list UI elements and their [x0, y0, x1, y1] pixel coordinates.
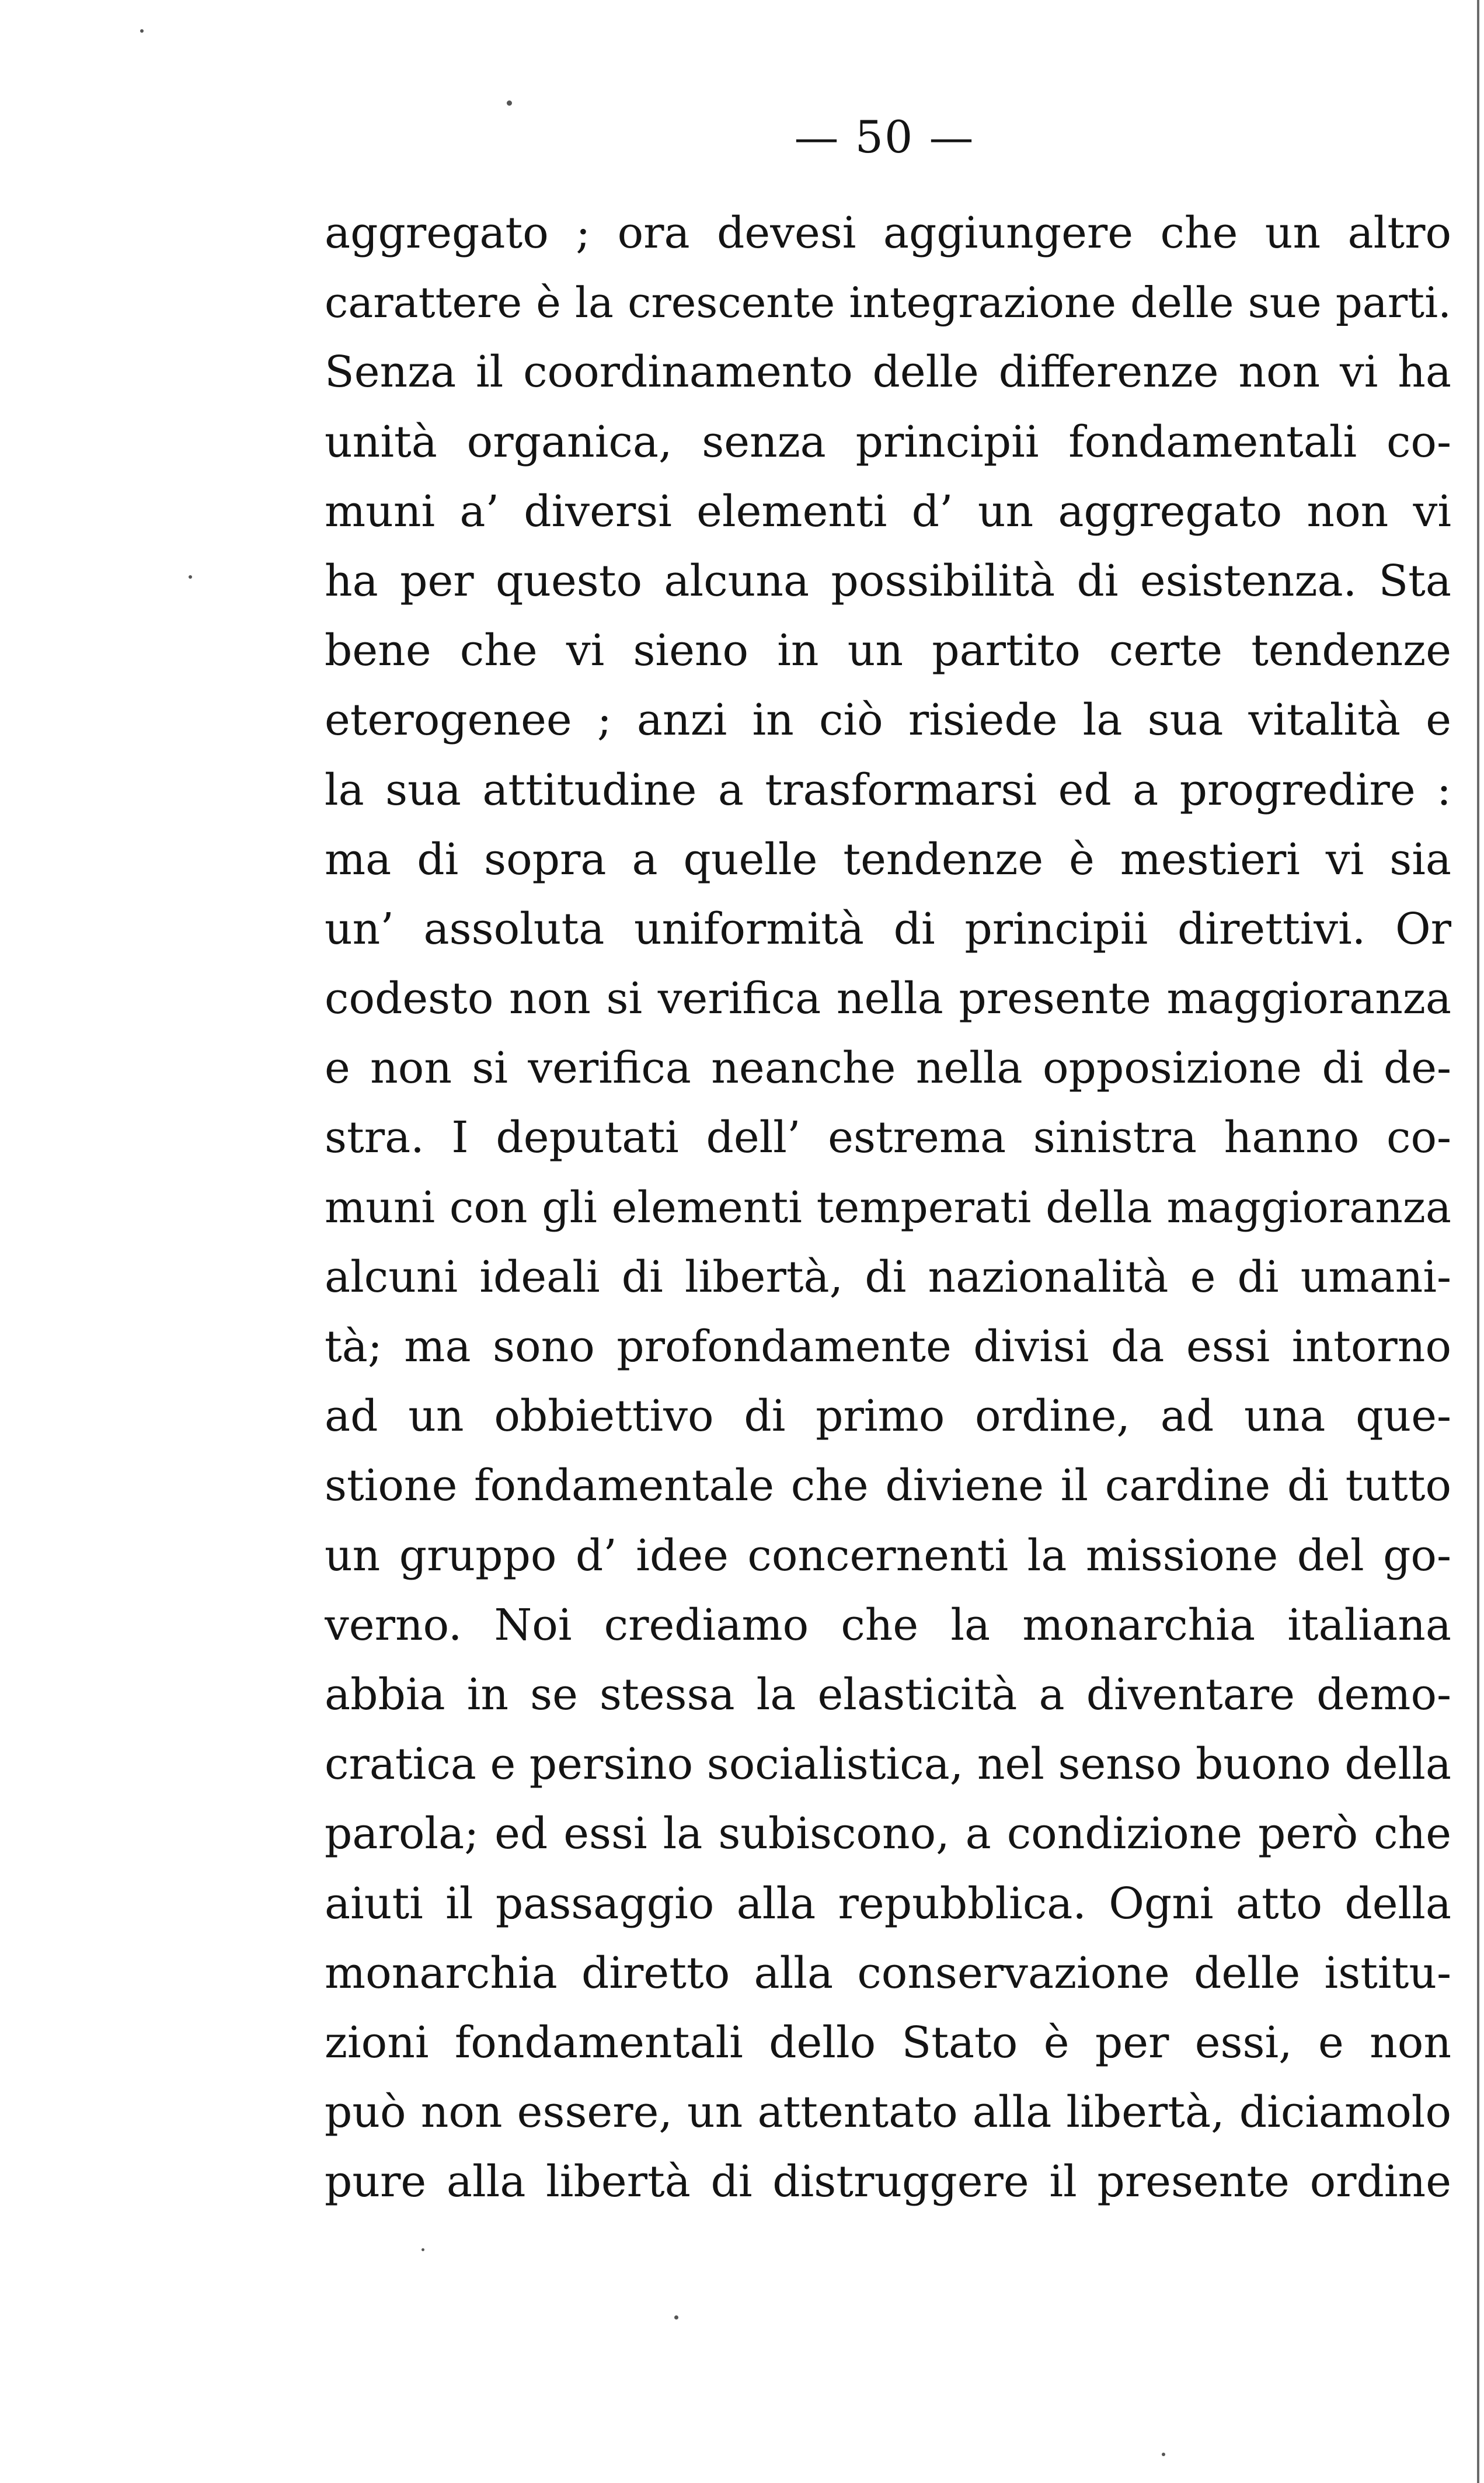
text-line: cratica e persino socialistica, nel senso buono della: [325, 1739, 1451, 1790]
text-line: la sua attitudine a trasformarsi ed a progredire :: [325, 764, 1451, 815]
text-line: zioni fondamentali dello Stato è per essi, e non: [325, 2017, 1451, 2068]
scan-speck: [507, 100, 512, 106]
text-line: unità organica, senza principii fondamentali co-: [325, 416, 1451, 467]
text-line: muni con gli elementi temperati della maggioranza: [325, 1182, 1451, 1233]
text-line: ma di sopra a quelle tendenze è mestieri vi sia: [325, 834, 1451, 885]
body-text: [325, 199, 1451, 2217]
text-line: stione fondamentale che diviene il cardine di tutto: [325, 1460, 1451, 1511]
text-line: tà; ma sono profondamente divisi da essi intorno: [325, 1322, 1451, 1372]
text-line: e non si verifica neanche nella opposizione di de-: [325, 1043, 1451, 1094]
page-number: — 50 —: [794, 111, 975, 163]
page-edge-line: [1477, 0, 1479, 2483]
text-line: alcuni ideali di libertà, di nazionalità e di umani-: [325, 1251, 1451, 1302]
scan-speck: [140, 29, 144, 33]
text-line: un gruppo d’ idee concernenti la missione del go-: [325, 1530, 1451, 1581]
text-line: può non essere, un attentato alla libertà, diciamolo: [325, 2087, 1451, 2138]
text-line: eterogenee ; anzi in ciò risiede la sua vitalità e: [325, 695, 1451, 746]
text-line: bene che vi sieno in un partito certe tendenze: [325, 625, 1451, 676]
text-line: pure alla libertà di distruggere il presente ordine: [325, 2157, 1451, 2207]
text-line: stra. I deputati dell’ estrema sinistra hanno co-: [325, 1112, 1451, 1163]
text-line: ha per questo alcuna possibilità di esistenza. Sta: [325, 555, 1451, 606]
scan-speck: [674, 2315, 678, 2319]
text-line: monarchia diretto alla conservazione delle istitu-: [325, 1948, 1451, 1998]
text-line: abbia in se stessa la elasticità a diventare demo-: [325, 1669, 1451, 1720]
scan-speck: [189, 575, 192, 579]
text-line: verno. Noi crediamo che la monarchia italiana: [325, 1599, 1451, 1650]
text-line: Senza il coordinamento delle differenze non vi ha: [325, 347, 1451, 398]
text-line: aiuti il passaggio alla repubblica. Ogni atto della: [325, 1878, 1451, 1929]
text-line: muni a’ diversi elementi d’ un aggregato non vi: [325, 486, 1451, 537]
text-line: un’ assoluta uniformità di principii direttivi. Or: [325, 903, 1451, 954]
scan-speck: [1162, 2453, 1165, 2456]
text-line: codesto non si verifica nella presente maggioranza: [325, 973, 1451, 1024]
text-line: aggregato ; ora devesi aggiungere che un altro: [325, 208, 1451, 258]
text-line: parola; ed essi la subiscono, a condizione però che: [325, 1809, 1451, 1859]
text-line: ad un obbiettivo di primo ordine, ad una que-: [325, 1391, 1451, 1442]
text-line: carattere è la crescente integrazione delle sue parti.: [325, 278, 1451, 328]
scan-speck: [421, 2248, 424, 2251]
